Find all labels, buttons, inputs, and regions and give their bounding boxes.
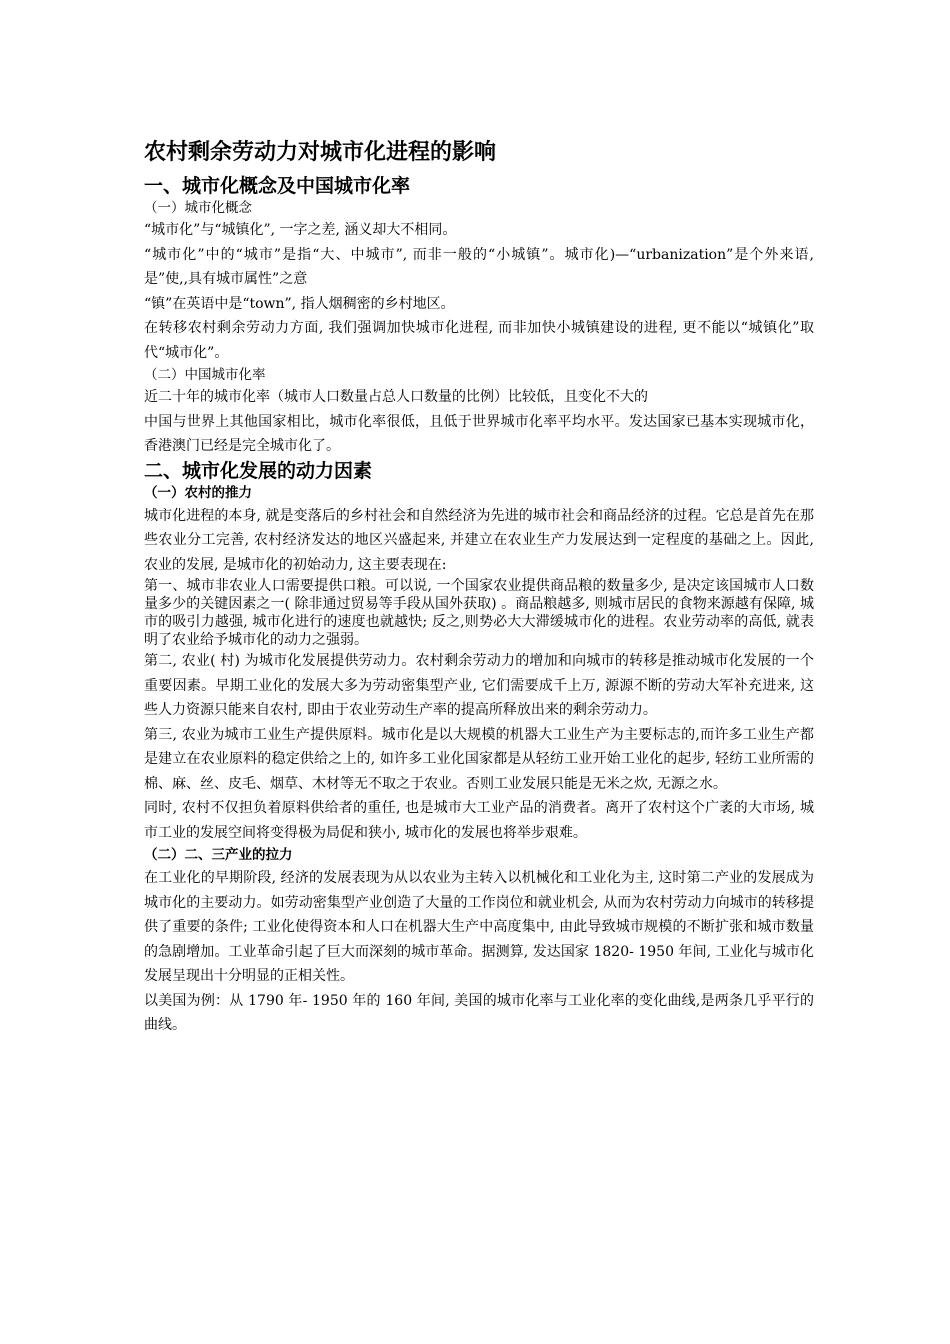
- paragraph: 在转移农村剩余劳动力方面, 我们强调加快城市化进程, 而非加快小城镇建设的进程, 更不能以“城镇化”取代“城市化”。: [144, 320, 814, 361]
- section-1-heading: 一、城市化概念及中国城市化率: [144, 175, 411, 197]
- paragraph: 城市化进程的本身, 就是变落后的乡村社会和自然经济为先进的城市社会和商品经济的过程。它总是首先在那些农业分工完善, 农村经济发达的地区兴盛起来, 并建立在农业生产力发展达到一定程度的基础之上。因此, 农业的发展, 是城市化的初始动力, 这主要表现在:: [144, 507, 814, 573]
- document-title: 农村剩余劳动力对城市化进程的影响: [144, 140, 497, 165]
- paragraph: 近二十年的城市化率（城市人口数量占总人口数量的比例）比较低，且变化不大的: [144, 389, 648, 405]
- section-1-subheading-2: （二）中国城市化率: [144, 367, 266, 383]
- section-2-subheading-1: （一）农村的推力: [144, 484, 252, 501]
- section-1-subheading-1: （一）城市化概念: [144, 200, 252, 216]
- paragraph: 第三, 农业为城市工业生产提供原料。城市化是以大规模的机器大工业生产为主要标志的,而许多工业生产都是建立在农业原料的稳定供给之上的, 如许多工业化国家都是从轻纺工业开始工业化的起步, 轻纺工业所需的棉、麻、丝、皮毛、烟草、木材等无不取之于农业。否则工业发展只能是无米之炊, 无源之水。: [144, 726, 814, 792]
- section-2-heading: 二、城市化发展的动力因素: [144, 459, 373, 482]
- paragraph: 第二, 农业( 村) 为城市化发展提供劳动力。农村剩余劳动力的增加和向城市的转移是推动城市化发展的一个重要因素。早期工业化的发展大多为劳动密集型产业, 它们需要成千上万, 源源不断的劳动大军补充进来, 这些人力资源只能来自农村, 即由于农业劳动生产率的提高所释放出来的剩余劳动力。: [144, 653, 814, 718]
- paragraph: 同时, 农村不仅担负着原料供给者的重任, 也是城市大工业产品的消费者。离开了农村这个广袤的大市场, 城市工业的发展空间将变得极为局促和狭小, 城市化的发展也将举步艰难。: [144, 800, 814, 841]
- document-body: [144, 138, 814, 1038]
- section-2-subheading-2: （二）二、三产业的拉力: [144, 847, 293, 863]
- paragraph: 第一、城市非农业人口需要提供口粮。可以说, 一个国家农业提供商品粮的数量多少, 是决定该国城市人口数量多少的关键因素之一( 除非通过贸易等手段从国外获取) 。商品粮越多, 则城市居民的食物来源越有保障, 城市的吸引力越强, 城市化进行的速度也就越快; 反之,则势必大大滞缓城市化的进程。农业劳动率的高低, 就表明了农业给予城市化的动力之强弱。: [144, 578, 814, 648]
- paragraph: 中国与世界上其他国家相比，城市化率很低，且低于世界城市化率平均水平。发达国家已基本实现城市化，香港澳门已经是完全城市化了。: [144, 413, 814, 454]
- paragraph: 在工业化的早期阶段, 经济的发展表现为从以农业为主转入以机械化和工业化为主, 这时第二产业的发展成为城市化的主要动力。如劳动密集型产业创造了大量的工作岗位和就业机会, 从而为农村劳动力向城市的转移提供了重要的条件; 工业化使得资本和人口在机器大生产中高度集中, 由此导致城市规模的不断扩张和城市数量的急剧增加。工业革命引起了巨大而深刻的城市革命。据测算, 发达国家 1820- 1950 年间, 工业化与城市化发展呈现出十分明显的正相关性。: [144, 870, 814, 984]
- paragraph: “城市化”中的“城市”是指“大、中城市”, 而非一般的“小城镇”。城市化)—“urbanization”是个外来语, 是”使,,具有城市属性”之意: [144, 246, 814, 287]
- paragraph: “镇”在英语中是“town”, 指人烟稠密的乡村地区。: [144, 295, 455, 312]
- paragraph: 以美国为例：从 1790 年- 1950 年的 160 年间, 美国的城市化率与工业化率的变化曲线,是两条几乎平行的曲线。: [144, 992, 814, 1033]
- paragraph: “城市化”与“城镇化”, 一字之差, 涵义却大不相同。: [144, 222, 457, 238]
